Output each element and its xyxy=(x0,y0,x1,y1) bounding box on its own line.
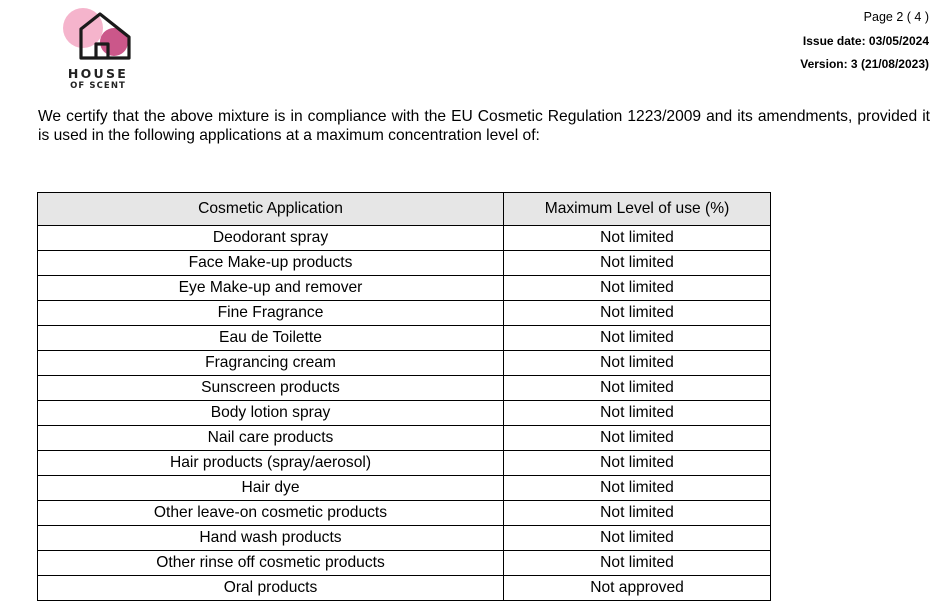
version: Version: 3 (21/08/2023) xyxy=(800,57,929,71)
application-cell: Face Make-up products xyxy=(38,251,504,276)
application-cell: Deodorant spray xyxy=(38,226,504,251)
level-cell: Not limited xyxy=(504,226,771,251)
level-cell: Not limited xyxy=(504,451,771,476)
level-cell: Not limited xyxy=(504,401,771,426)
document-info xyxy=(800,10,929,80)
application-cell: Fine Fragrance xyxy=(38,301,504,326)
level-cell: Not limited xyxy=(504,551,771,576)
application-cell: Other leave-on cosmetic products xyxy=(38,501,504,526)
application-cell: Eye Make-up and remover xyxy=(38,276,504,301)
logo-text-of-scent: OF SCENT xyxy=(70,81,126,91)
application-cell: Other rinse off cosmetic products xyxy=(38,551,504,576)
table-row xyxy=(38,451,771,476)
application-cell: Fragrancing cream xyxy=(38,351,504,376)
level-cell: Not limited xyxy=(504,501,771,526)
compliance-statement: We certify that the above mixture is in compliance with the EU Cosmetic Regulation 1223/2009 and its amendments, provided it is used in the following applications at a maximum concentration level of: xyxy=(38,108,930,144)
table-row xyxy=(38,526,771,551)
table-row xyxy=(38,551,771,576)
level-cell: Not limited xyxy=(504,301,771,326)
application-cell: Body lotion spray xyxy=(38,401,504,426)
table-row xyxy=(38,476,771,501)
application-cell: Eau de Toilette xyxy=(38,326,504,351)
level-cell: Not limited xyxy=(504,426,771,451)
level-cell: Not limited xyxy=(504,251,771,276)
table-row xyxy=(38,501,771,526)
level-cell: Not limited xyxy=(504,276,771,301)
table-row xyxy=(38,401,771,426)
table-row xyxy=(38,226,771,251)
page-number: Page 2 ( 4 ) xyxy=(863,10,929,24)
level-cell: Not limited xyxy=(504,351,771,376)
application-cell: Hand wash products xyxy=(38,526,504,551)
table-row xyxy=(38,376,771,401)
table-row xyxy=(38,326,771,351)
table-row xyxy=(38,351,771,376)
table-row xyxy=(38,301,771,326)
level-cell: Not limited xyxy=(504,326,771,351)
table-header-row xyxy=(38,193,771,226)
table-row xyxy=(38,276,771,301)
level-cell: Not limited xyxy=(504,376,771,401)
level-cell: Not approved xyxy=(504,576,771,601)
application-cell: Sunscreen products xyxy=(38,376,504,401)
house-logo-icon xyxy=(58,6,138,66)
header-maximum-level: Maximum Level of use (%) xyxy=(504,193,771,226)
application-cell: Oral products xyxy=(38,576,504,601)
level-cell: Not limited xyxy=(504,526,771,551)
level-cell: Not limited xyxy=(504,476,771,501)
table-row xyxy=(38,426,771,451)
header-cosmetic-application: Cosmetic Application xyxy=(38,193,504,226)
company-logo xyxy=(58,6,138,94)
logo-text-house: HOUSE xyxy=(67,66,129,81)
table-row xyxy=(38,576,771,601)
application-cell: Nail care products xyxy=(38,426,504,451)
applications-table xyxy=(37,192,771,601)
table-row xyxy=(38,251,771,276)
issue-date: Issue date: 03/05/2024 xyxy=(802,34,929,48)
application-cell: Hair dye xyxy=(38,476,504,501)
application-cell: Hair products (spray/aerosol) xyxy=(38,451,504,476)
